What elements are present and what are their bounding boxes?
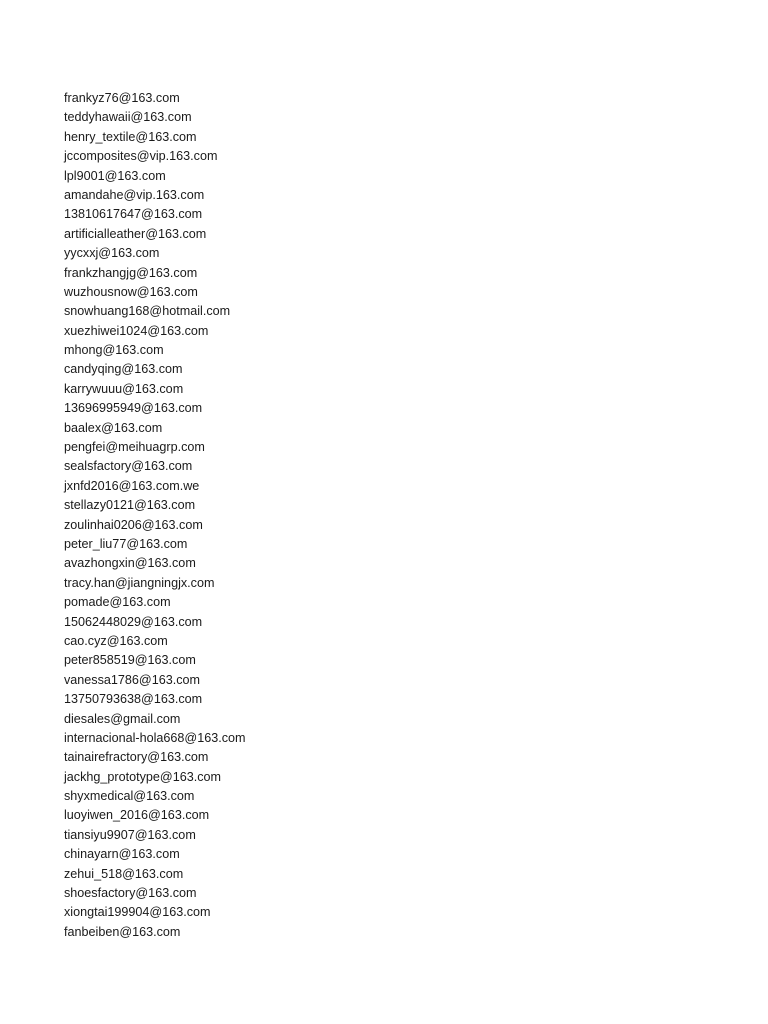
email-line: zehui_518@163.com: [64, 866, 184, 881]
email-line: 13750793638@163.com: [64, 692, 203, 707]
email-line: teddyhawaii@163.com: [64, 110, 192, 125]
email-line: yycxxj@163.com: [64, 246, 160, 261]
email-line: xiongtai199904@163.com: [64, 905, 211, 920]
email-line: lpl9001@163.com: [64, 168, 166, 183]
email-list: [64, 89, 246, 942]
email-line: snowhuang168@hotmail.com: [64, 304, 231, 319]
email-line: mhong@163.com: [64, 343, 164, 358]
email-line: chinayarn@163.com: [64, 847, 180, 862]
email-line: 15062448029@163.com: [64, 614, 203, 629]
email-line: avazhongxin@163.com: [64, 556, 196, 571]
email-line: 13696995949@163.com: [64, 401, 203, 416]
email-line: diesales@gmail.com: [64, 711, 181, 726]
email-line: pomade@163.com: [64, 595, 171, 610]
email-line: pengfei@meihuagrp.com: [64, 440, 205, 455]
email-line: karrywuuu@163.com: [64, 381, 184, 396]
email-line: frankyz76@163.com: [64, 91, 180, 105]
email-line: henry_textile@163.com: [64, 129, 197, 144]
email-line: tainairefractory@163.com: [64, 750, 209, 765]
email-line: internacional-hola668@163.com: [64, 730, 246, 745]
email-line: stellazy0121@163.com: [64, 498, 196, 513]
email-line: tiansiyu9907@163.com: [64, 827, 196, 842]
email-line: wuzhousnow@163.com: [64, 284, 198, 299]
email-line: tracy.han@jiangningjx.com: [64, 575, 215, 590]
email-line: xuezhiwei1024@163.com: [64, 323, 209, 338]
email-line: sealsfactory@163.com: [64, 459, 193, 474]
email-line: shyxmedical@163.com: [64, 789, 195, 804]
email-line: peter_liu77@163.com: [64, 536, 188, 551]
email-line: candyqing@163.com: [64, 362, 183, 377]
email-line: jxnfd2016@163.com.we: [64, 478, 200, 493]
email-line: jccomposites@vip.163.com: [64, 149, 218, 164]
email-line: amandahe@vip.163.com: [64, 187, 205, 202]
email-line: artificialleather@163.com: [64, 226, 207, 241]
email-line: baalex@163.com: [64, 420, 163, 435]
email-line: jackhg_prototype@163.com: [64, 769, 222, 784]
email-line: vanessa1786@163.com: [64, 672, 201, 687]
email-line: luoyiwen_2016@163.com: [64, 808, 210, 823]
email-line: shoesfactory@163.com: [64, 886, 197, 901]
email-line: peter858519@163.com: [64, 653, 196, 668]
email-line: zoulinhai0206@163.com: [64, 517, 203, 532]
email-line: fanbeiben@163.com: [64, 924, 181, 939]
email-line: cao.cyz@163.com: [64, 633, 168, 648]
email-line: frankzhangjg@163.com: [64, 265, 198, 280]
email-line: 13810617647@163.com: [64, 207, 203, 222]
